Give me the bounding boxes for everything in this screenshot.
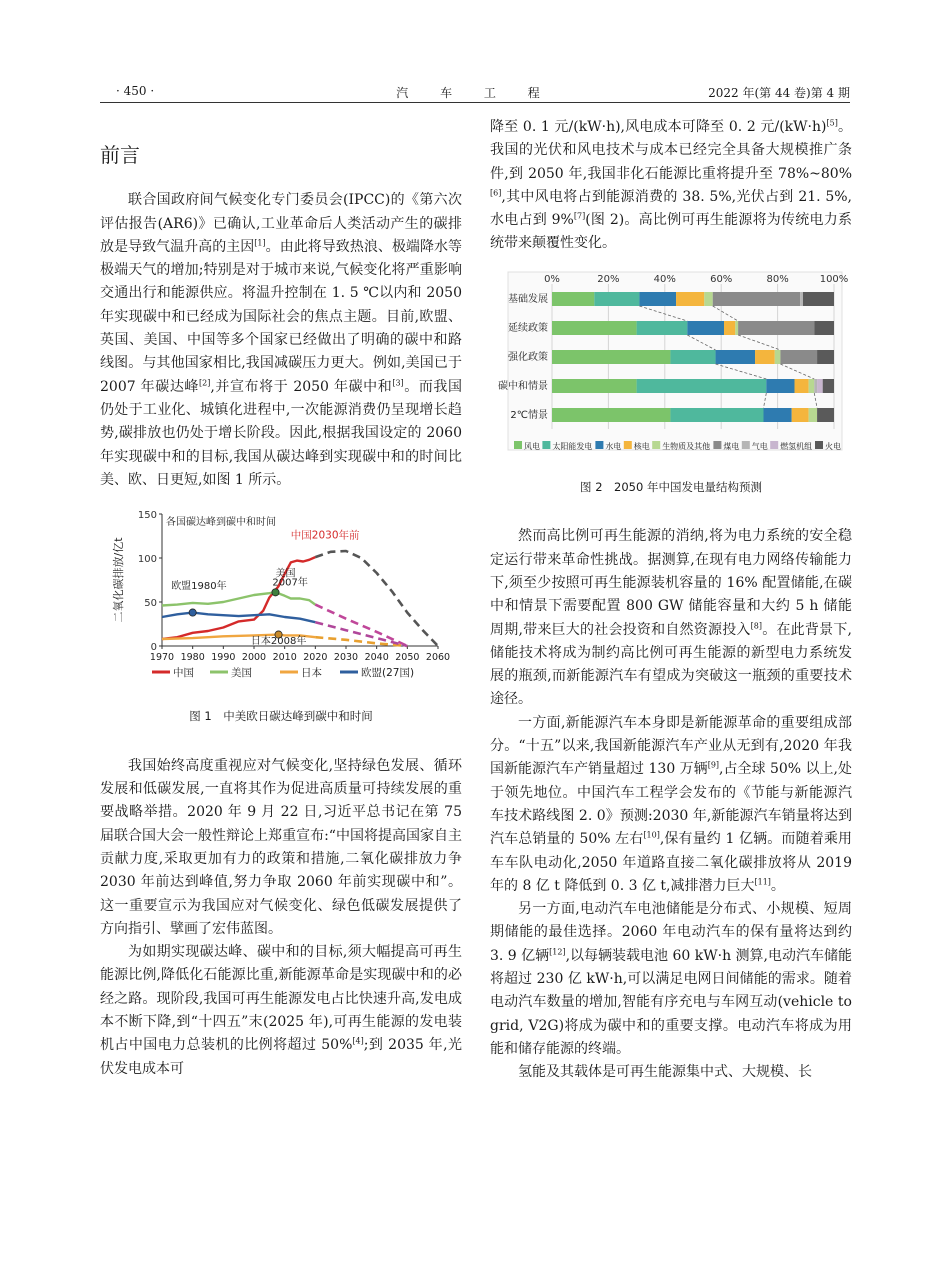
journal-name: 汽 车 工 程	[396, 86, 554, 100]
bar-segment-水电	[687, 321, 724, 335]
y-tick-label: 50	[144, 598, 157, 610]
bar-segment-生物质及其他	[704, 292, 712, 306]
bar-segment-火电	[817, 408, 834, 422]
annotation-us: 美国	[275, 568, 296, 580]
legend-label: 生物质及其他	[662, 441, 711, 451]
legend-swatch	[770, 441, 778, 449]
bar-segment-太阳能发电	[670, 408, 763, 422]
bar-segment-煤电	[780, 350, 817, 364]
x-tick-label: 2020	[303, 652, 328, 664]
legend-label: 欧盟(27国)	[361, 667, 415, 680]
bar-segment-太阳能发电	[637, 379, 767, 393]
bar-segment-火电	[803, 292, 834, 306]
paragraph: 为如期实现碳达峰、碳中和的目标,须大幅提高可再生能源比例,降低化石能源比重,新能源革命是实现碳中和的必经之路。现阶段,我国可再生能源发电占比快速升高,发电成本不断下降,到“十四五”末(2025 年),可再生能源的发电装机占中国电力总装机的比例将超过 50%[4];到 2035 年,光伏发电成本可	[100, 944, 462, 1077]
bar-segment-太阳能发电	[594, 292, 639, 306]
chart-title: 各国碳达峰到碳中和时间	[166, 517, 276, 529]
bar-segment-水电	[639, 292, 676, 306]
paragraph: 降至 0. 1 元/(kW·h),风电成本可降至 0. 2 元/(kW·h)[5]。我国的光伏和风电技术与成本已经完全具备大规模推广条件,到 2050 年,我国非化石能源比重将提升至 78%~80%[6],其中风电将占到能源消费的 38. 5%,光伏占到 21. 5%,水电占到 9%[7](图 2)。高比例可再生能源将为传统电力系统带来颠覆性变化。	[490, 118, 852, 252]
running-header	[100, 84, 850, 103]
peak-marker	[189, 609, 196, 616]
paragraph: 然而高比例可再生能源的消纳,将为电力系统的安全稳定运行带来革命性挑战。据测算,在现有电力网络传输能力下,须至少按照可再生能源装机容量的 16% 配置储能,在碳中和情景下需要配置 800 GW 储能容量和大约 5 h 储能周期,带来巨大的社会投资和自然资源投入[8]。在此背景下,储能技术将成为制约高比例可再生能源的新型电力系统发展的瓶颈,而新能源汽车有望成为突破这一瓶颈的重要技术途径。	[490, 528, 852, 708]
right-column	[490, 116, 852, 1085]
bar-segment-煤电	[738, 321, 814, 335]
category-label: 碳中和情景	[498, 380, 548, 392]
y-tick-label: 0	[150, 642, 157, 654]
bar-segment-核电	[724, 321, 735, 335]
x-tick-label: 100%	[819, 273, 849, 285]
legend-label: 燃氢机组	[780, 441, 813, 451]
bar-segment-生物质及其他	[809, 408, 817, 422]
bar-segment-生物质及其他	[775, 350, 781, 364]
legend-label: 中国	[173, 667, 194, 680]
generation-structure-bar-chart	[490, 270, 852, 460]
bar-segment-水电	[766, 379, 794, 393]
y-axis-label: 二氧化碳排放/亿t	[112, 537, 125, 623]
x-tick-label: 40%	[653, 273, 676, 285]
paragraph: 我国始终高度重视应对气候变化,坚持绿色发展、循环发展和低碳发展,一直将其作为促进高质量可持续发展的重要战略举措。2020 年 9 月 22 日,习近平总书记在第 75 届联合国大会一般性辩论上郑重宣布:“中国将提高国家自主贡献力度,采取更加有力的政策和措施,二氧化碳排放力争 2030 年前达到峰值,努力争取 2060 年前实现碳中和”。这一重要宣示为我国应对气候变化、绿色低碳发展提供了方向指引、擘画了宏伟蓝图。	[100, 757, 462, 937]
legend-swatch	[652, 441, 660, 449]
x-tick-label: 2050	[395, 652, 420, 664]
legend-swatch	[713, 441, 721, 449]
bar-segment-生物质及其他	[735, 321, 738, 335]
left-column	[100, 116, 462, 1081]
paragraph: 联合国政府间气候变化专门委员会(IPCC)的《第六次评估报告(AR6)》已确认,工业革命后人类活动产生的碳排放是导致气温升高的主因[1]。由此将导致热浪、极端降水等极端天气的增加;特别是对于城市来说,气候变化将严重影响交通出行和能源供应。将温升控制在 1. 5 ℃以内和 2050 年实现碳中和已经成为国际社会的焦点主题。目前,欧盟、英国、美国、中国等多个国家已经做出了明确的碳中和路线图。与其他国家相比,我国减碳压力更大。例如,美国已于 2007 年碳达峰[2],并宣布将于 2050 年碳中和[3]。而我国仍处于工业化、城镇化进程中,一次能源消费仍呈现增长趋势,碳排放也仍处于增长阶段。因此,根据我国设定的 2060 年实现碳中和的目标,我国从碳达峰到实现碳中和的时间比美、欧、日更短,如图 1 所示。	[100, 192, 463, 488]
series-line-美国	[162, 592, 315, 605]
bar-segment-风电	[552, 379, 637, 393]
legend-swatch	[742, 441, 750, 449]
y-tick-label: 150	[137, 510, 157, 522]
annotation-eu: 欧盟1980年	[171, 580, 227, 592]
legend-label: 美国	[231, 667, 252, 680]
x-tick-label: 1990	[211, 652, 236, 664]
bar-segment-风电	[552, 292, 594, 306]
legend-label: 日本	[301, 667, 322, 680]
emissions-line-chart	[100, 504, 462, 689]
bar-segment-火电	[814, 321, 834, 335]
legend-label: 火电	[825, 441, 841, 451]
x-tick-label: 20%	[597, 273, 620, 285]
figure-2-caption: 图 2 2050 年中国发电量结构预测	[580, 480, 762, 495]
annotation-japan: 日本2008年	[250, 636, 307, 648]
bar-segment-水电	[716, 350, 755, 364]
bar-segment-燃氢机组	[817, 379, 823, 393]
category-label: 基础发展	[508, 293, 548, 305]
paragraph: 另一方面,电动汽车电池储能是分布式、小规模、短周期储能的最佳选择。2060 年电动汽车的保有量将达到约 3. 9 亿辆[12],以每辆装载电池 60 kW·h 测算,电动汽车储能将超过 230 亿 kW·h,可以满足电网日间储能的需求。随着电动汽车数量的增加,智能有序充电与车网互动(vehicle to grid, V2G)将成为碳中和的重要支撑。电动汽车将成为用能和储存能源的终端。	[490, 901, 852, 1057]
figure-2	[490, 270, 852, 500]
bar-segment-核电	[792, 408, 809, 422]
legend-swatch	[542, 441, 550, 449]
legend-label: 太阳能发电	[552, 441, 593, 451]
x-tick-label: 2030	[333, 652, 359, 664]
paragraph: 氢能及其载体是可再生能源集中式、大规模、长	[518, 1064, 812, 1081]
bar-segment-火电	[817, 350, 834, 364]
legend-label: 风电	[524, 441, 540, 451]
bar-segment-气电	[814, 379, 817, 393]
x-tick-label: 1980	[180, 652, 205, 664]
x-tick-label: 60%	[710, 273, 733, 285]
annotation-us-year: 2007年	[272, 577, 308, 589]
peak-marker	[272, 589, 279, 596]
x-tick-label: 80%	[766, 273, 789, 285]
bar-segment-风电	[552, 350, 670, 364]
paragraph: 一方面,新能源汽车本身即是新能源革命的重要组成部分。“十五”以来,我国新能源汽车产业从无到有,2020 年我国新能源汽车产销量超过 130 万辆[9],占全球 50% 以上,处于领先地位。中国汽车工程学会发布的《节能与新能源汽车技术路线图 2. 0》预测:2030 年,新能源汽车销量将达到汽车总销量的 50% 左右[10],保有量约 1 亿辆。而随着乘用车车队电动化,2050 年道路直接二氧化碳排放将从 2019 年的 8 亿 t 降低到 0. 3 亿 t,减排潜力巨大[11]。	[490, 714, 853, 894]
annotation-china: 中国2030年前	[290, 529, 360, 542]
bar-segment-太阳能发电	[637, 321, 688, 335]
figure-1-caption: 图 1 中美欧日碳达峰到碳中和时间	[189, 709, 373, 724]
legend-swatch	[514, 441, 522, 449]
issue-info: 2022 年(第 44 卷)第 4 期	[708, 86, 850, 100]
x-tick-label: 0%	[544, 273, 560, 285]
bar-segment-煤电	[713, 292, 800, 306]
legend-swatch	[624, 441, 632, 449]
legend-label: 水电	[605, 441, 622, 451]
bar-segment-水电	[764, 408, 792, 422]
section-title: 前言	[100, 143, 140, 167]
x-tick-label: 2060	[425, 652, 451, 664]
x-tick-label: 2000	[241, 652, 267, 664]
bar-segment-生物质及其他	[809, 379, 815, 393]
x-tick-label: 2040	[364, 652, 389, 664]
legend-label: 核电	[633, 441, 650, 451]
bar-segment-风电	[552, 321, 637, 335]
legend-label: 气电	[751, 441, 768, 451]
category-label: 强化政策	[508, 351, 548, 363]
bar-segment-气电	[800, 292, 803, 306]
category-label: 2℃情景	[510, 409, 548, 421]
x-tick-label: 2010	[272, 652, 297, 664]
bar-segment-风电	[552, 408, 670, 422]
legend-swatch	[595, 441, 603, 449]
category-label: 延续政策	[508, 322, 548, 334]
bar-segment-太阳能发电	[670, 350, 715, 364]
bar-segment-核电	[795, 379, 809, 393]
page-number: · 450 ·	[116, 84, 155, 98]
y-tick-label: 100	[137, 554, 157, 566]
bar-segment-火电	[823, 379, 834, 393]
bar-segment-核电	[676, 292, 704, 306]
x-tick-label: 1970	[149, 652, 175, 664]
bar-segment-核电	[755, 350, 775, 364]
legend-swatch	[815, 441, 823, 449]
figure-1	[100, 504, 462, 729]
legend-label: 煤电	[723, 441, 740, 451]
